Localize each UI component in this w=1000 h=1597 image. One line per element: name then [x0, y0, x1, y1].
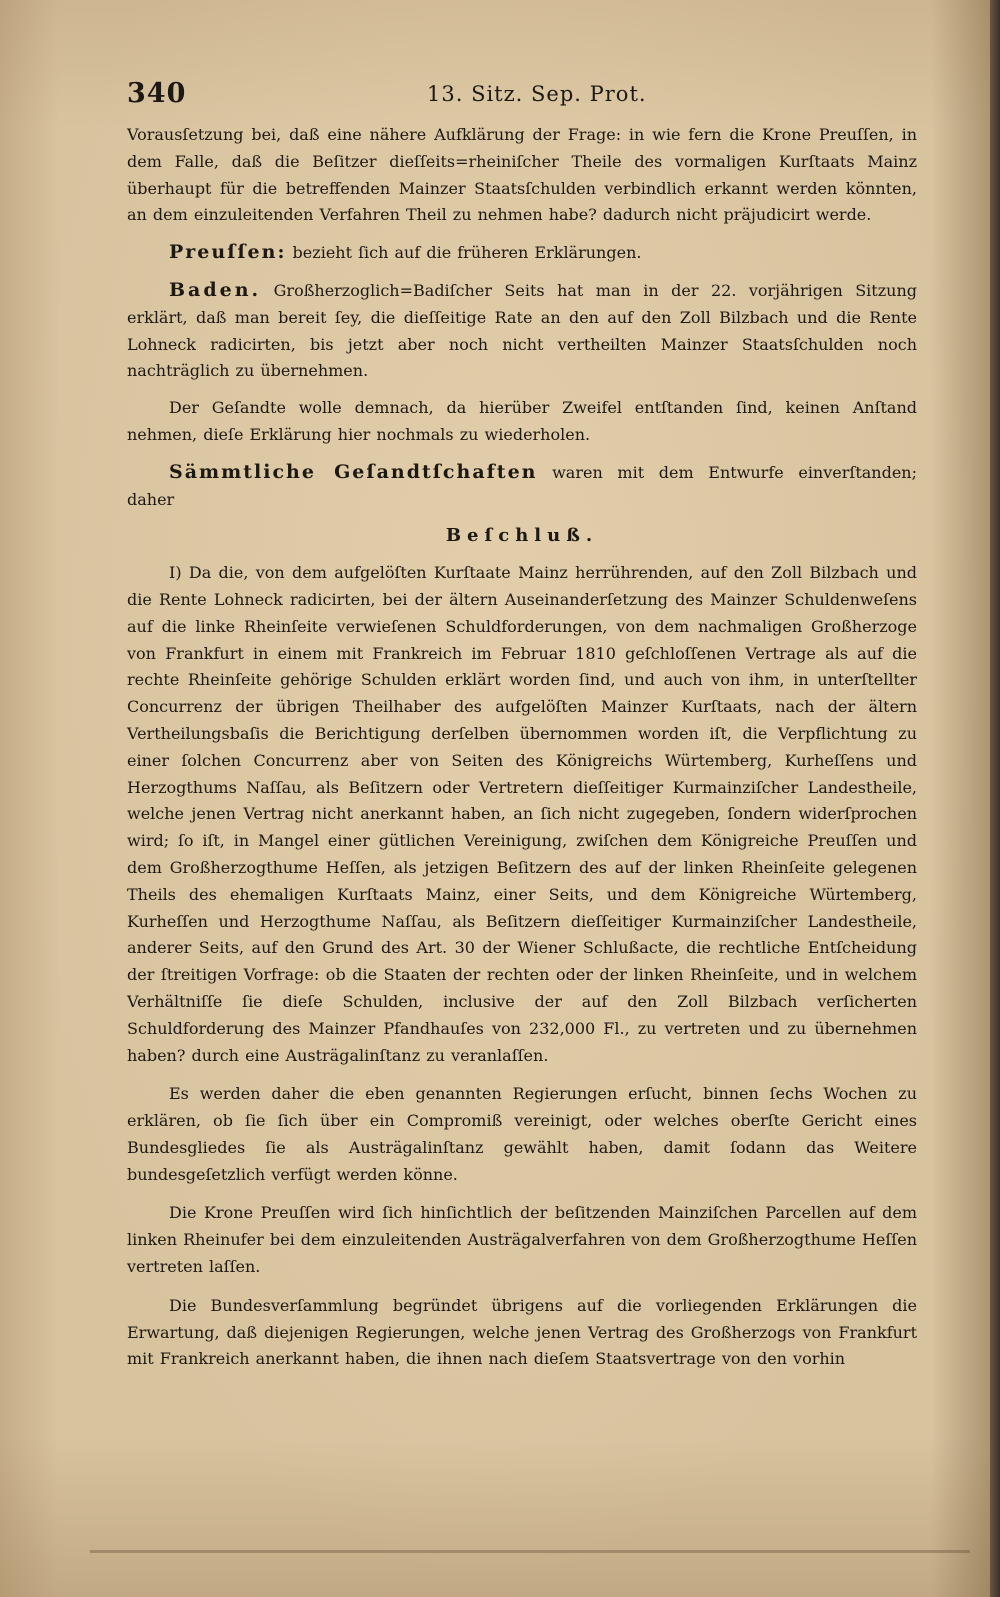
- page-number: 340: [127, 78, 187, 109]
- protocol-text: [127, 122, 917, 1373]
- paragraph-prussia-representation: Die Krone Preuſſen wird ſich hinſichtlich der beſitzenden Mainziſchen Parcellen auf dem linken Rheinufer bei dem einzuleitenden Austrägalverfahren von dem Großherzogthume Heſſen vertreten laſſen.: [127, 1203, 917, 1277]
- all-envoys-text: waren mit dem Entwurfe einverſtanden; daher: [127, 462, 917, 509]
- all-envoys-lead: Sämmtliche Geſandtſchaften: [169, 460, 538, 483]
- paragraph-envoy: Der Geſandte wolle demnach, da hierüber Zweifel entſtanden ſind, keinen Anſtand nehmen, dieſe Erklärung hier nochmals zu wiederholen.: [127, 398, 917, 444]
- paragraph-continuation: Vorausſetzung bei, daß eine nähere Aufklärung der Frage: in wie fern die Krone Preuſſen, in dem Falle, daß die Beſitzer dieſſeits=rheiniſcher Theile des vormaligen Kurſtaats Mainz überhaupt für die betreffenden Mainzer Staatsſchulden verbindlich erkannt werden könnten, an dem einzuleitenden Verfahren Theil zu nehmen habe? dadurch nicht präjudicirt werde.: [127, 125, 917, 225]
- state-name-baden: Baden.: [169, 278, 262, 301]
- book-spine-edge: [990, 0, 1000, 1597]
- page-bottom-shadow: [90, 1550, 970, 1553]
- page-header: [127, 78, 917, 118]
- paragraph-prussia-text: bezieht ſich auf die früheren Erklärungen.: [286, 243, 642, 263]
- paragraph-all-envoys: [127, 459, 917, 514]
- state-name-prussia: Preuſſen:: [169, 241, 287, 264]
- running-head: 13. Sitz. Sep. Prot.: [427, 82, 647, 106]
- paragraph-resolution-1: I) Da die, von dem aufgelöſten Kurſtaate Mainz herrührenden, auf den Zoll Bilzbach und die Rente Lohneck radicirten, bei der ältern Auseinanderſetzung des Mainzer Schuldenweſens auf die linke Rheinſeite verwieſenen Schuldforderungen, von dem nachmaligen Großherzoge von Frankfurt in einem mit Frankreich im Februar 1810 geſchloſſenen Vertrage als auf die rechte Rheinſeite gehörige Schulden erklärt worden ſind, und auch von ihm, in unterſtellter Concurrenz der übrigen Theilhaber des aufgelöſten Mainzer Kurſtaats, nach der ältern Vertheilungsbaſis die Berichtigung derſelben übernommen worden iſt, die Verpflichtung zu einer ſolchen Concurrenz aber von Seiten des Königreichs Würtemberg, Kurheſſens und Herzogthums Naſſau, als Beſitzern oder Vertretern dieſſeitiger Kurmainziſcher Landestheile, welche jenen Vertrag nicht anerkannt haben, an ſich nicht zugegeben, ſondern widerſprochen wird; ſo iſt, in Mangel einer gütlichen Vereinigung, zwiſchen dem Königreiche Preuſſen und dem Großherzogthume Heſſen, als jetzigen Beſitzern des auf der linken Rheinſeite gelegenen Theils des ehemaligen Kurſtaats Mainz, einer Seits, und dem Königreiche Würtemberg, Kurheſſen und Herzogthume Naſſau, als Beſitzern dieſſeitiger Kurmainziſcher Landestheile, anderer Seits, auf den Grund des Art. 30 der Wiener Schlußacte, die rechtliche Entſcheidung der ſtreitigen Vorfrage: ob die Staaten der rechten oder der linken Rheinſeite, und in welchem Verhältniſſe ſie dieſe Schulden, inclusive der auf den Zoll Bilzbach verſicherten Schuldforderung des Mainzer Pfandhauſes von 232,000 Fl., zu vertreten und zu übernehmen haben? durch eine Austrägalinſtanz zu veranlaſſen.: [127, 563, 917, 1065]
- paragraph-federal-assembly: Die Bundesverſammlung begründet übrigens auf die vorliegenden Erklärungen die Erwartung, daß diejenigen Regierungen, welche jenen Vertrag des Großherzogs von Frankfurt mit Frankreich anerkannt haben, die ihnen nach dieſem Staatsvertrage von den vorhin: [127, 1295, 917, 1369]
- paragraph-prussia: [127, 239, 917, 267]
- resolution-heading: Beſchluß.: [445, 525, 599, 547]
- paragraph-baden-text: Großherzoglich=Badiſcher Seits hat man in der 22. vorjährigen Sitzung erklärt, daß man bereit ſey, die dieſſeitige Rate an den auf den Zoll Bilzbach und die Rente Lohneck radicirten, bis jetzt aber noch nicht vertheilten Mainzer Staatsſchulden noch nachträglich zu übernehmen.: [127, 280, 917, 381]
- paragraph-baden: [127, 277, 917, 385]
- paragraph-governments-request: Es werden daher die eben genannten Regierungen erſucht, binnen ſechs Wochen zu erklären, ob ſie ſich über ein Compromiß vereinigt, oder welches oberſte Gericht eines Bundesgliedes ſie als Austrägalinſtanz gewählt haben, damit ſodann das Weitere bundesgeſetzlich verfügt werden könne.: [127, 1084, 917, 1184]
